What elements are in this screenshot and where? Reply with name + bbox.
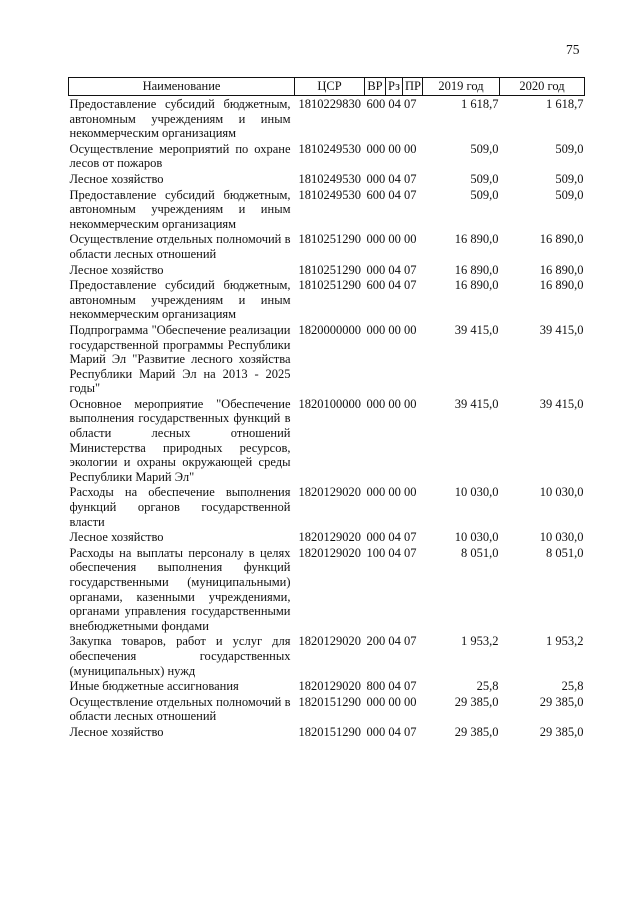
table-row: [69, 694, 585, 724]
row-name: Предоставление субсидий бюджетным, автономным учреждениям и иным некоммерческим организациям: [69, 278, 291, 322]
header-csr: ЦСР: [295, 78, 365, 96]
row-name: Закупка товаров, работ и услуг для обеспечения государственных (муниципальных) нужд: [69, 634, 291, 678]
page-number: 75: [566, 42, 580, 57]
row-csr-code: 1820129020: [298, 530, 361, 545]
table-row: [69, 484, 585, 529]
row-vr-rz-pr-codes: 000 00 00: [366, 694, 417, 709]
row-vr-rz-pr-codes: 600 04 07: [366, 97, 417, 111]
row-csr-code: 1810251290: [298, 232, 361, 247]
row-name: Лесное хозяйство: [69, 171, 164, 186]
table-row: [69, 277, 585, 322]
row-value-2020: 509,0: [555, 171, 584, 186]
row-csr-code: 1820000000: [298, 322, 361, 337]
row-vr-rz-pr-codes: 200 04 07: [366, 634, 417, 649]
row-value-2020: 16 890,0: [539, 232, 584, 247]
row-vr-rz-pr-codes: 000 04 07: [366, 262, 417, 277]
row-name: Осуществление мероприятий по охране лесов от пожаров: [69, 141, 291, 171]
row-name: Основное мероприятие "Обеспечение выполнения государственных функций в области лесных отношений Министерства природных ресурсов, экологии и охраны окружающей среды Республики Марий Эл": [69, 396, 291, 484]
table-row: [69, 724, 585, 740]
row-vr-rz-pr-codes: 000 00 00: [366, 141, 417, 156]
row-value-2020: 29 385,0: [539, 724, 584, 739]
row-vr-rz-pr-codes: 600 04 07: [366, 278, 417, 293]
row-value-2019: 509,0: [470, 171, 499, 186]
row-vr-rz-pr-codes: 000 00 00: [366, 232, 417, 247]
row-value-2019: 8 051,0: [461, 545, 499, 560]
row-csr-code: 1820100000: [298, 396, 361, 411]
row-value-2019: 1 953,2: [461, 634, 499, 649]
row-value-2020: 509,0: [555, 141, 584, 156]
table-row: [69, 529, 585, 545]
row-name: Предоставление субсидий бюджетным, автономным учреждениям и иным некоммерческим организациям: [69, 187, 291, 231]
row-name: Осуществление отдельных полномочий в области лесных отношений: [69, 694, 291, 724]
row-csr-code: 1820151290: [298, 694, 361, 709]
row-vr-rz-pr-codes: 000 00 00: [366, 322, 417, 337]
row-vr-rz-pr-codes: 000 00 00: [366, 485, 417, 500]
row-value-2019: 10 030,0: [454, 530, 499, 545]
table-row: [69, 96, 585, 141]
header-pr: ПР: [403, 78, 423, 96]
header-rz: Рз: [386, 78, 403, 96]
row-csr-code: 1810251290: [298, 278, 361, 293]
header-2020: 2020 год: [500, 78, 585, 96]
budget-table: [68, 77, 585, 740]
row-value-2020: 1 618,7: [546, 97, 584, 111]
row-name: Лесное хозяйство: [69, 724, 164, 739]
row-name: Расходы на обеспечение выполнения функций органов государственной власти: [69, 485, 291, 529]
table-row: [69, 322, 585, 396]
table-row: [69, 141, 585, 171]
header-2019: 2019 год: [423, 78, 500, 96]
row-value-2020: 16 890,0: [539, 262, 584, 277]
row-csr-code: 1810251290: [298, 262, 361, 277]
row-vr-rz-pr-codes: 000 04 07: [366, 724, 417, 739]
row-value-2020: 1 953,2: [546, 634, 584, 649]
row-value-2020: 39 415,0: [539, 322, 584, 337]
table-row: [69, 231, 585, 261]
row-value-2019: 509,0: [470, 187, 499, 202]
row-value-2019: 10 030,0: [454, 485, 499, 500]
row-name: Лесное хозяйство: [69, 530, 164, 545]
table-header-row: [69, 78, 585, 96]
table-row: [69, 633, 585, 678]
row-vr-rz-pr-codes: 000 00 00: [366, 396, 417, 411]
row-value-2019: 509,0: [470, 141, 499, 156]
row-vr-rz-pr-codes: 100 04 07: [366, 545, 417, 560]
table-row: [69, 171, 585, 187]
row-csr-code: 1810229830: [298, 97, 361, 111]
table-row: [69, 396, 585, 485]
row-csr-code: 1810249530: [298, 187, 361, 202]
row-csr-code: 1820129020: [298, 485, 361, 500]
row-vr-rz-pr-codes: 800 04 07: [366, 679, 417, 694]
row-vr-rz-pr-codes: 000 04 07: [366, 171, 417, 186]
row-csr-code: 1810249530: [298, 141, 361, 156]
row-value-2020: 25,8: [561, 679, 584, 694]
row-value-2019: 29 385,0: [454, 724, 499, 739]
row-name: Предоставление субсидий бюджетным, автономным учреждениям и иным некоммерческим организациям: [69, 97, 291, 141]
row-name: Иные бюджетные ассигнования: [69, 679, 239, 694]
row-value-2020: 8 051,0: [546, 545, 584, 560]
row-value-2019: 25,8: [476, 679, 499, 694]
row-value-2019: 16 890,0: [454, 262, 499, 277]
row-value-2019: 16 890,0: [454, 278, 499, 293]
row-value-2019: 39 415,0: [454, 396, 499, 411]
table-row: [69, 678, 585, 694]
row-csr-code: 1820129020: [298, 545, 361, 560]
row-name: Осуществление отдельных полномочий в области лесных отношений: [69, 232, 291, 261]
row-vr-rz-pr-codes: 000 04 07: [366, 530, 417, 545]
row-csr-code: 1820151290: [298, 724, 361, 739]
table-row: [69, 545, 585, 634]
row-value-2020: 10 030,0: [539, 530, 584, 545]
row-value-2019: 39 415,0: [454, 322, 499, 337]
row-value-2019: 16 890,0: [454, 232, 499, 247]
table-body: [69, 96, 585, 740]
row-value-2020: 10 030,0: [539, 485, 584, 500]
header-name: Наименование: [69, 78, 295, 96]
table-row: [69, 262, 585, 278]
row-value-2019: 29 385,0: [454, 694, 499, 709]
table-row: [69, 187, 585, 232]
row-csr-code: 1820129020: [298, 679, 361, 694]
row-value-2020: 29 385,0: [539, 694, 584, 709]
row-vr-rz-pr-codes: 600 04 07: [366, 187, 417, 202]
header-vr: ВР: [365, 78, 386, 96]
row-value-2020: 39 415,0: [539, 396, 584, 411]
row-name: Расходы на выплаты персоналу в целях обеспечения выполнения функций государственными (муниципальными) органами, казенными учреждениями, органами управления государственными внебюджетными фондами: [69, 545, 291, 633]
row-csr-code: 1820129020: [298, 634, 361, 649]
row-value-2020: 16 890,0: [539, 278, 584, 293]
row-name: Лесное хозяйство: [69, 262, 164, 277]
row-value-2019: 1 618,7: [461, 97, 499, 111]
row-value-2020: 509,0: [555, 187, 584, 202]
row-name: Подпрограмма "Обеспечение реализации государственной программы Республики Марий Эл "Развитие лесного хозяйства Республики Марий Эл на 2013 - 2025 годы": [69, 322, 291, 396]
row-csr-code: 1810249530: [298, 171, 361, 186]
